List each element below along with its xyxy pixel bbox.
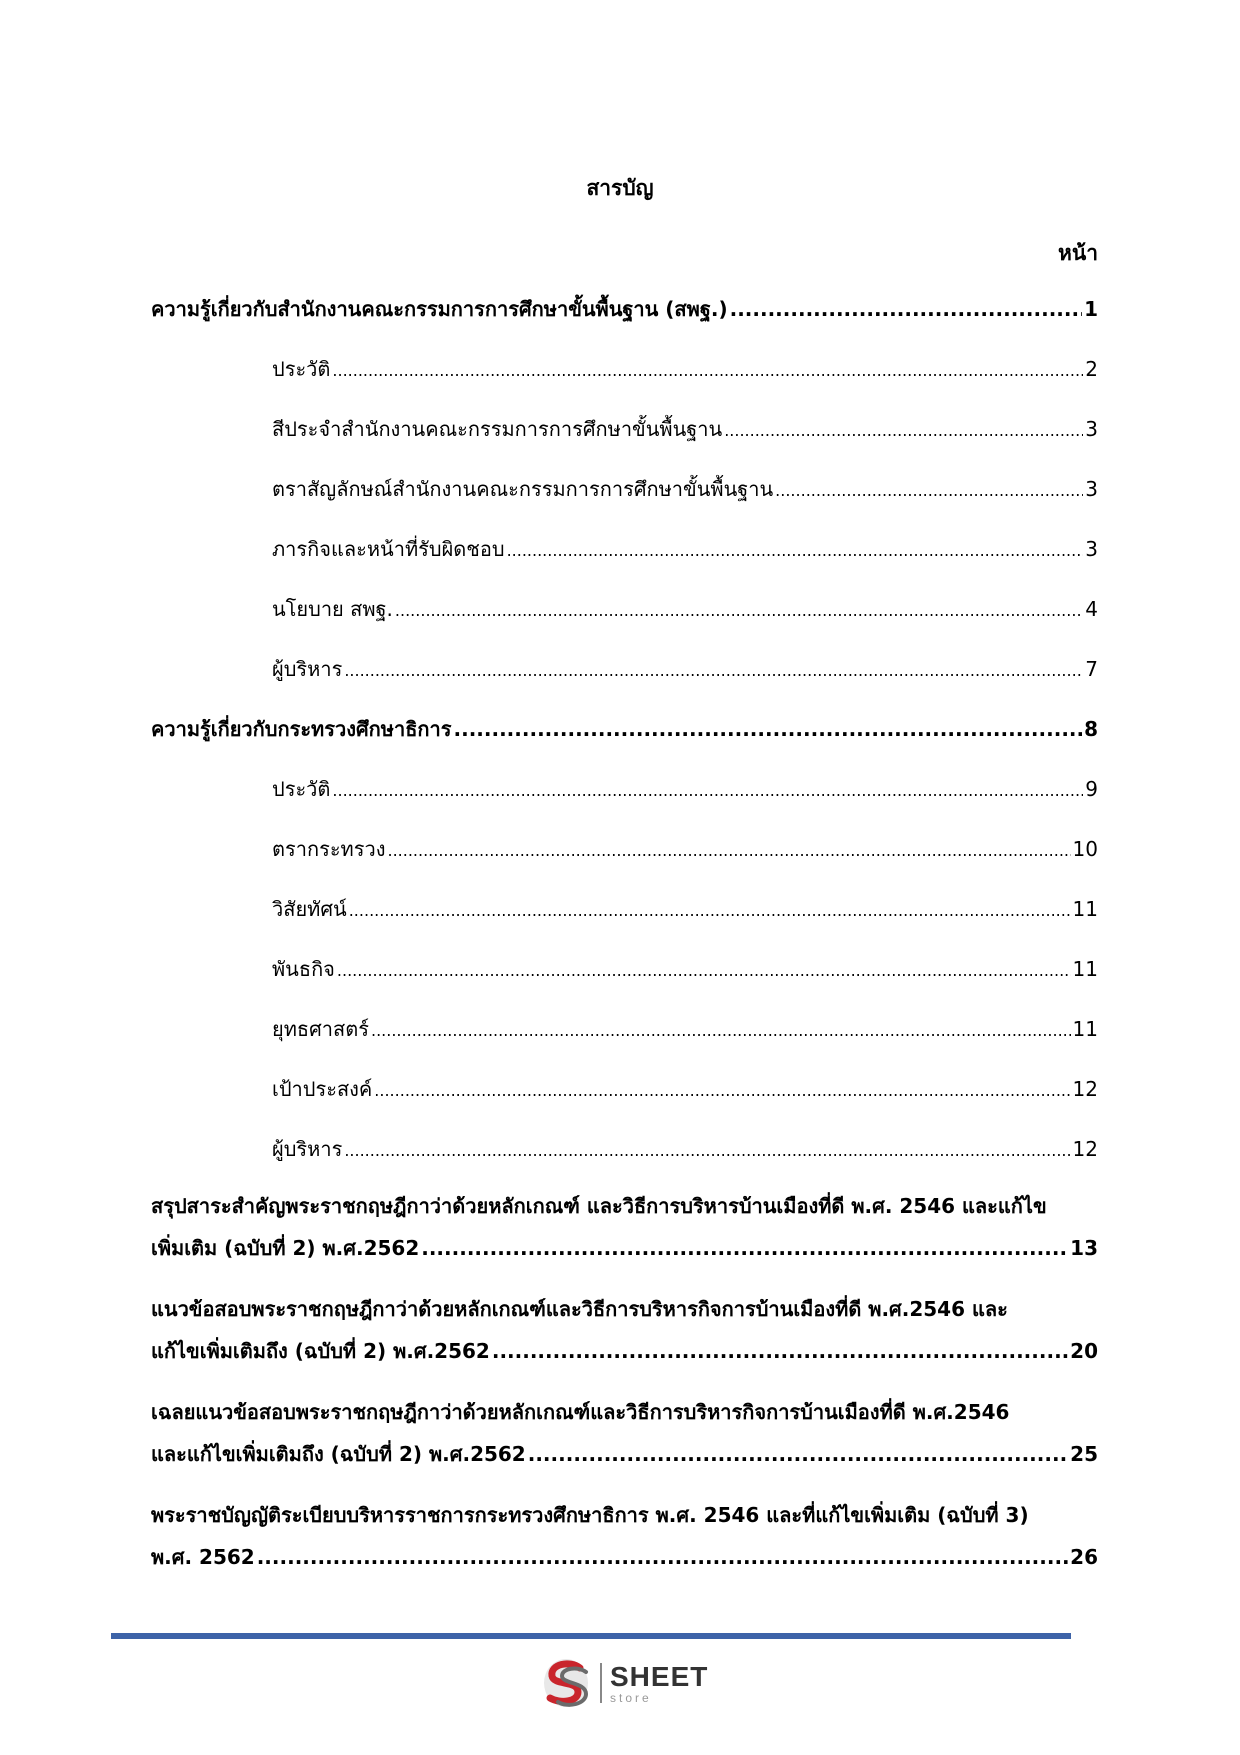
toc-entry-title: สรุปสาระสำคัญพระราชกฤษฎีกาว่าด้วยหลักเกณฑ์ และวิธีการบริหารบ้านเมืองที่ดี พ.ศ. 2546 และแก้ไข — [151, 1194, 1047, 1218]
toc-leader-dots — [349, 894, 1071, 926]
toc-leader-dots — [344, 654, 1083, 686]
toc-leader-dots — [724, 414, 1083, 446]
toc-leader-dots — [775, 474, 1083, 506]
toc-entry-title-continued: พ.ศ. 2562 — [151, 1545, 255, 1569]
toc-leader-dots — [374, 1074, 1070, 1106]
toc-entry-title: พันธกิจ — [272, 957, 335, 981]
toc-page-number: 3 — [1085, 417, 1098, 441]
toc-page-number: 12 — [1072, 1077, 1098, 1101]
toc-entry[interactable] — [151, 1191, 1098, 1263]
toc-page-number: 10 — [1072, 837, 1098, 861]
toc-page-number: 4 — [1085, 597, 1098, 621]
toc-line — [151, 294, 1098, 324]
toc-entry[interactable] — [151, 294, 1098, 324]
toc-leader-dots — [257, 1542, 1068, 1572]
toc-entry-title-continued: เพิ่มเติม (ฉบับที่ 2) พ.ศ.2562 — [151, 1236, 420, 1260]
toc-entry-title-continued: และแก้ไขเพิ่มเติมถึง (ฉบับที่ 2) พ.ศ.2562 — [151, 1442, 526, 1466]
toc-entry-title: ประวัติ — [272, 357, 331, 381]
sheet-store-logo — [540, 1656, 708, 1710]
toc-leader-dots — [421, 1233, 1068, 1263]
toc-subentry[interactable] — [272, 954, 1098, 986]
logo-wordmark: SHEET — [610, 1660, 709, 1692]
toc-page-number: 12 — [1072, 1137, 1098, 1161]
toc-page-number: 3 — [1085, 537, 1098, 561]
toc-page-number: 11 — [1072, 957, 1098, 981]
footer-divider-bar — [111, 1633, 1071, 1639]
toc-page-number: 13 — [1070, 1236, 1098, 1260]
toc-leader-dots — [332, 774, 1083, 806]
toc-leader-dots — [454, 714, 1083, 744]
toc-subentry[interactable] — [272, 774, 1098, 806]
toc-leader-dots — [492, 1336, 1068, 1366]
toc-leader-dots — [344, 1134, 1070, 1166]
toc-page-number: 26 — [1070, 1545, 1098, 1569]
toc-subentry[interactable] — [272, 1014, 1098, 1046]
toc-page-number: 2 — [1085, 357, 1098, 381]
logo-subtext: store — [610, 1690, 652, 1705]
toc-subentry[interactable] — [272, 414, 1098, 446]
toc-leader-dots — [337, 954, 1071, 986]
toc-page-number: 8 — [1084, 717, 1098, 741]
toc-entry-title-continued: แก้ไขเพิ่มเติมถึง (ฉบับที่ 2) พ.ศ.2562 — [151, 1339, 490, 1363]
toc-subentry[interactable] — [272, 354, 1098, 386]
toc-entry-title: เป้าประสงค์ — [272, 1077, 373, 1101]
toc-leader-dots — [371, 1014, 1071, 1046]
toc-page-number: 9 — [1085, 777, 1098, 801]
toc-subentry[interactable] — [272, 894, 1098, 926]
toc-entry-title: ตรากระทรวง — [272, 837, 386, 861]
toc-entry-title: ประวัติ — [272, 777, 331, 801]
toc-entry[interactable] — [151, 714, 1098, 744]
toc-entry-title: ความรู้เกี่ยวกับสำนักงานคณะกรรมการการศึกษาขั้นพื้นฐาน (สพฐ.) — [151, 297, 728, 321]
page-column-label: หน้า — [1058, 241, 1098, 265]
toc-page-number: 7 — [1085, 657, 1098, 681]
toc-page-number: 3 — [1085, 477, 1098, 501]
toc-entry-title: วิสัยทัศน์ — [272, 897, 347, 921]
toc-leader-dots — [387, 834, 1070, 866]
toc-subentry[interactable] — [272, 834, 1098, 866]
toc-page-number: 11 — [1072, 1017, 1098, 1041]
logo-separator — [600, 1663, 602, 1703]
toc-subentry[interactable] — [272, 1134, 1098, 1166]
toc-page-number: 1 — [1084, 297, 1098, 321]
toc-subentry[interactable] — [272, 1074, 1098, 1106]
toc-entry-title: สีประจำสำนักงานคณะกรรมการการศึกษาขั้นพื้นฐาน — [272, 417, 723, 441]
toc-page-number: 25 — [1070, 1442, 1098, 1466]
toc-leader-dots — [528, 1439, 1068, 1469]
toc-page-number: 20 — [1070, 1339, 1098, 1363]
toc-entry-title: แนวข้อสอบพระราชกฤษฎีกาว่าด้วยหลักเกณฑ์และวิธีการบริหารกิจการบ้านเมืองที่ดี พ.ศ.2546 และ — [151, 1297, 1008, 1321]
toc-entry-title: ภารกิจและหน้าที่รับผิดชอบ — [272, 537, 505, 561]
toc-entry[interactable] — [151, 1500, 1098, 1572]
toc-entry[interactable] — [151, 1397, 1098, 1469]
toc-entry-title: ยุทธศาสตร์ — [272, 1017, 369, 1041]
page-title: สารบัญ — [586, 176, 654, 200]
toc-entry[interactable] — [151, 1294, 1098, 1366]
toc-entry-title: พระราชบัญญัติระเบียบบริหารราชการกระทรวงศึกษาธิการ พ.ศ. 2546 และที่แก้ไขเพิ่มเติม (ฉบับที่ 3) — [151, 1503, 1029, 1527]
toc-entry-title: นโยบาย สพฐ. — [272, 597, 393, 621]
toc-subentry[interactable] — [272, 654, 1098, 686]
toc-leader-dots — [507, 534, 1084, 566]
toc-subentry[interactable] — [272, 534, 1098, 566]
toc-entry-title: ความรู้เกี่ยวกับกระทรวงศึกษาธิการ — [151, 717, 452, 741]
toc-entry-title: ผู้บริหาร — [272, 657, 343, 681]
toc-leader-dots — [730, 294, 1082, 324]
sheet-store-logo-icon — [540, 1656, 596, 1710]
toc-entry-title: ผู้บริหาร — [272, 1137, 343, 1161]
toc-entry-title: ตราสัญลักษณ์สำนักงานคณะกรรมการการศึกษาขั้นพื้นฐาน — [272, 477, 774, 501]
toc-subentry[interactable] — [272, 594, 1098, 626]
toc-leader-dots — [395, 594, 1083, 626]
toc-page-number: 11 — [1072, 897, 1098, 921]
toc-leader-dots — [332, 354, 1083, 386]
toc-subentry[interactable] — [272, 474, 1098, 506]
toc-entry-title: เฉลยแนวข้อสอบพระราชกฤษฎีกาว่าด้วยหลักเกณฑ์และวิธีการบริหารกิจการบ้านเมืองที่ดี พ.ศ.2546 — [151, 1400, 1010, 1424]
